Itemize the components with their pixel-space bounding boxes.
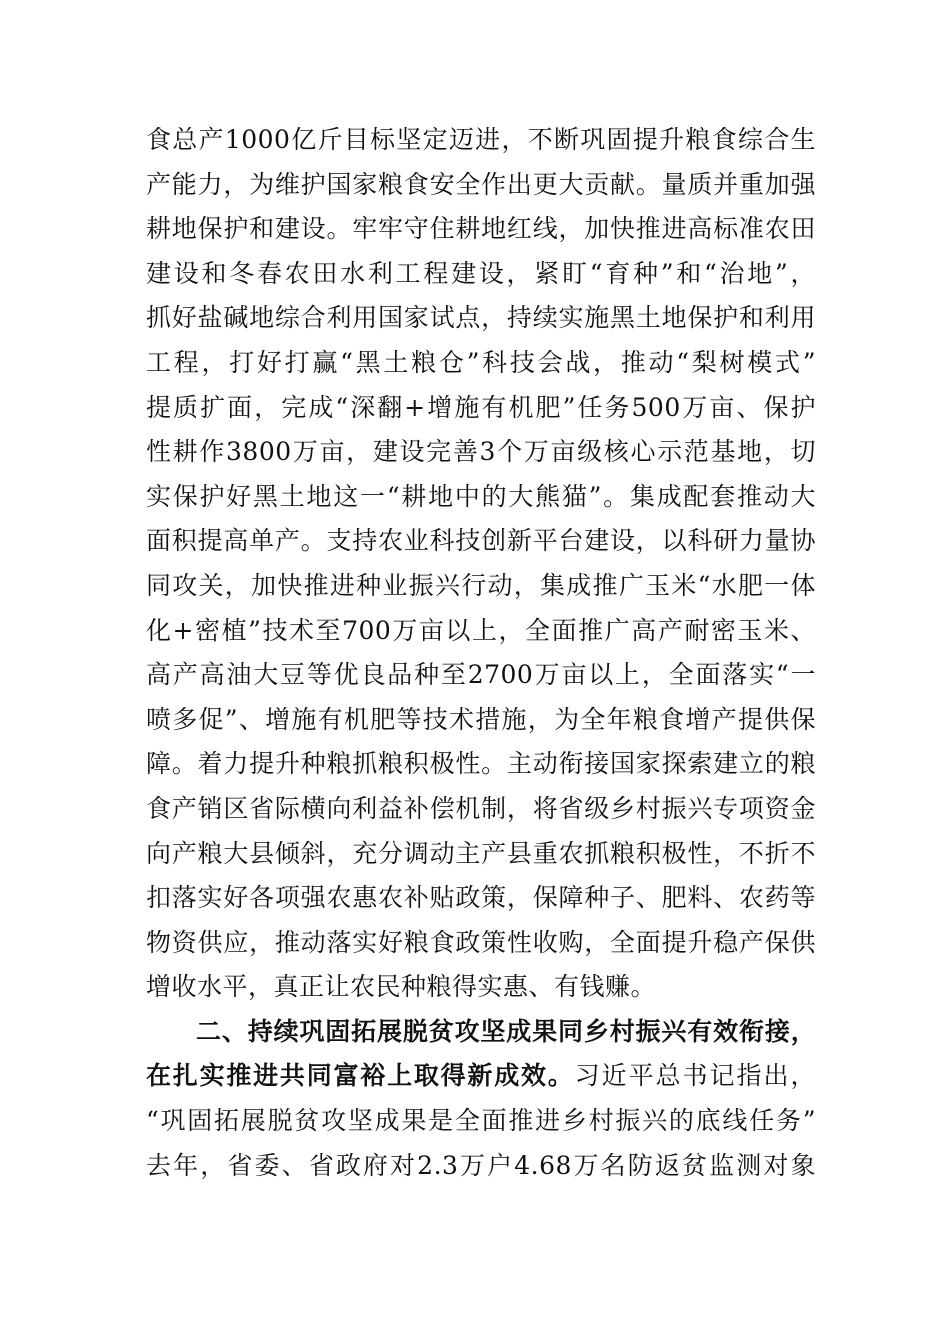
text-line: 扣落实好各项强农惠农补贴政策，保障种子、肥料、农药等: [146, 883, 816, 913]
text-run: 习近平总书记指出，: [574, 1061, 816, 1091]
text-line: “巩固拓展脱贫攻坚成果是全面推进乡村振兴的底线任务”: [146, 1106, 816, 1136]
text-line: 性耕作3800万亩，建设完善3个万亩级核心示范基地，切: [146, 437, 816, 467]
text-line: 障。着力提升种粮抓粮积极性。主动衔接国家探索建立的粮: [146, 749, 816, 779]
text-line: 提质扩面，完成“深翻+增施有机肥”任务500万亩、保护: [146, 392, 816, 422]
text-line: 物资供应，推动落实好粮食政策性收购，全面提升稳产保供: [146, 927, 816, 957]
text-line: 抓好盐碱地综合利用国家试点，持续实施黑土地保护和利用: [146, 303, 816, 333]
section-heading-tail: 在扎实推进共同富裕上取得新成效。: [146, 1061, 575, 1091]
text-line: 喷多促”、增施有机肥等技术措施，为全年粮食增产提供保: [146, 704, 816, 734]
text-line: 向产粮大县倾斜，充分调动主产县重农抓粮积极性，不折不: [146, 838, 816, 868]
text-line: 产能力，为维护国家粮食安全作出更大贡献。量质并重加强: [146, 169, 816, 199]
text-line: 去年，省委、省政府对2.3万户4.68万名防返贫监测对象: [146, 1150, 816, 1180]
text-line: 建设和冬春农田水利工程建设，紧盯“育种”和“治地”，: [146, 258, 816, 288]
text-line: 实保护好黑土地这一“耕地中的大熊猫”。集成配套推动大: [146, 481, 816, 511]
section-heading-continuation: [146, 1054, 816, 1099]
body-text: [146, 118, 816, 1188]
text-line: 食产销区省际横向利益补偿机制，将省级乡村振兴专项资金: [146, 793, 816, 823]
text-line: 高产高油大豆等优良品种至2700万亩以上，全面落实“一: [146, 660, 816, 690]
text-line: 耕地保护和建设。牢牢守住耕地红线，加快推进高标准农田: [146, 214, 816, 244]
text-line: 食总产1000亿斤目标坚定迈进，不断巩固提升粮食综合生: [146, 125, 816, 154]
text-line: 增收水平，真正让农民种粮得实惠、有钱赚。: [146, 972, 657, 1002]
text-line: 化+密植”技术至700万亩以上，全面推广高产耐密玉米、: [146, 615, 816, 645]
text-line: 面积提高单产。支持农业科技创新平台建设，以科研力量协: [146, 526, 816, 556]
text-line: 工程，打好打赢“黑土粮仓”科技会战，推动“梨树模式”: [146, 347, 816, 377]
section-heading: 二、持续巩固拓展脱贫攻坚成果同乡村振兴有效衔接，: [196, 1016, 816, 1046]
text-line: 同攻关，加快推进种业振兴行动，集成推广玉米“水肥一体: [146, 570, 816, 600]
